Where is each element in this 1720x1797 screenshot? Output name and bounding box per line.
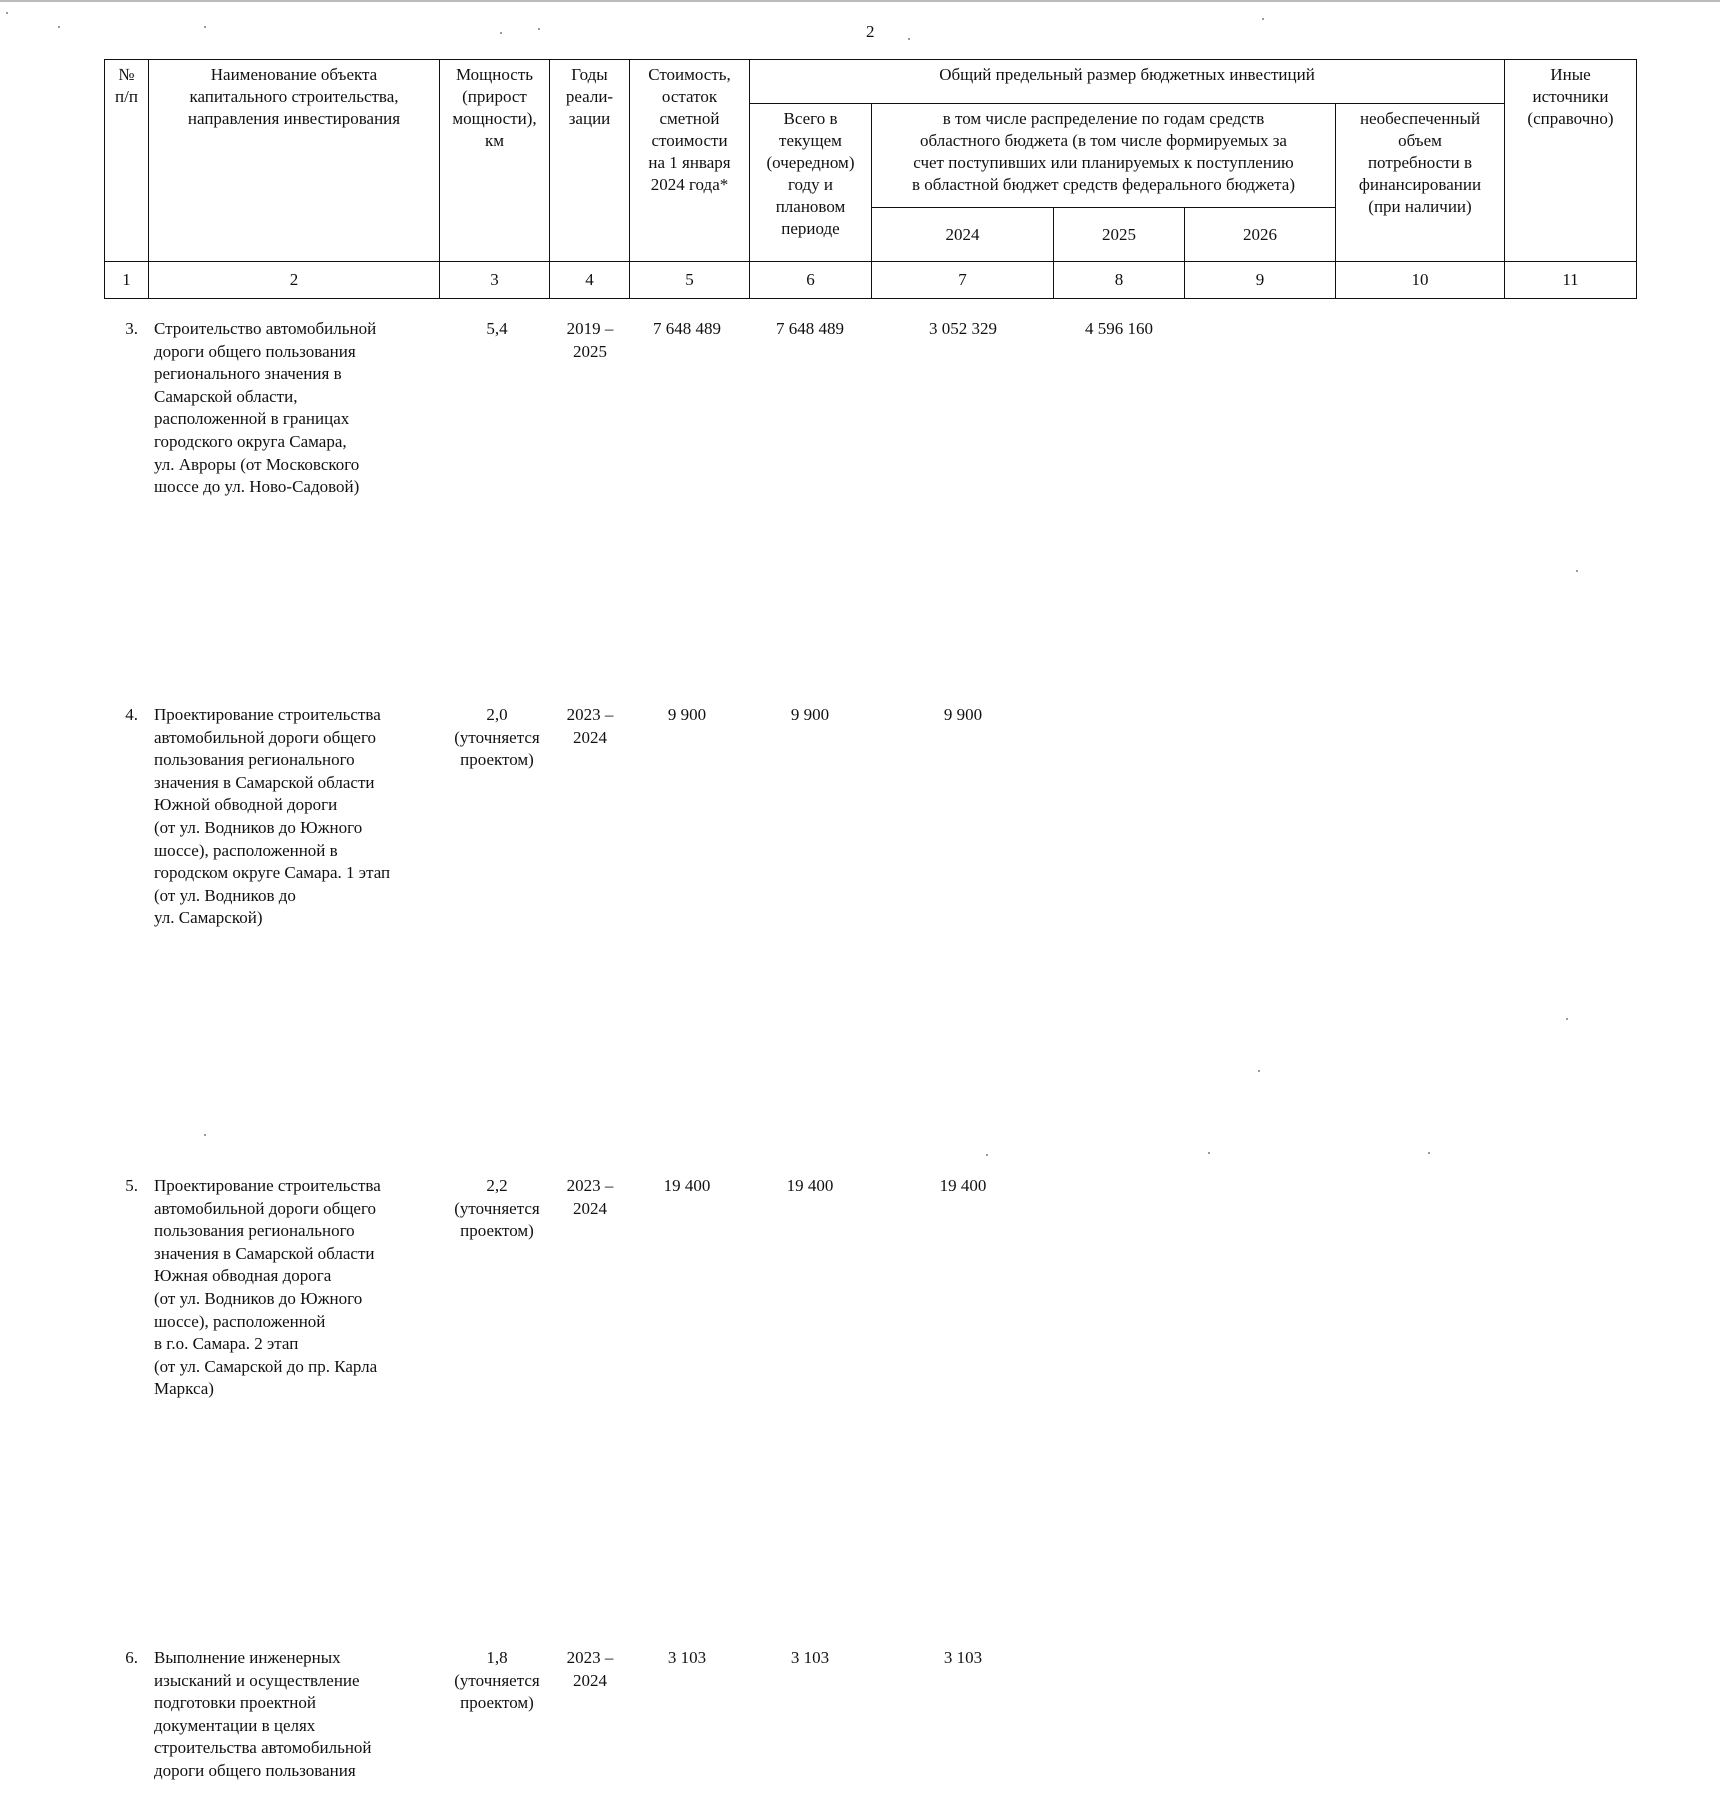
column-number: 8	[1054, 262, 1185, 299]
table-row	[104, 1175, 1636, 1405]
column-number: 11	[1505, 262, 1637, 299]
row-years: 2023 – 2024	[566, 1648, 614, 1690]
header-col-capacity: Мощность (прирост мощности), км	[440, 60, 550, 262]
row-number: 4.	[125, 705, 138, 724]
investment-table-header	[104, 59, 1637, 299]
header-col-number: № п/п	[105, 60, 149, 262]
header-year-2026: 2026	[1185, 208, 1336, 262]
row-number: 5.	[125, 1176, 138, 1195]
column-number: 5	[630, 262, 750, 299]
row-years: 2019 – 2025	[566, 319, 614, 361]
row-total: 3 103	[790, 1648, 830, 1667]
table-row	[104, 704, 1636, 934]
row-total: 19 400	[786, 1176, 834, 1195]
table-body	[104, 306, 1636, 1780]
header-year-2025: 2025	[1054, 208, 1185, 262]
scan-speck	[1208, 1152, 1210, 1154]
header-col-other-sources: Иные источники (справочно)	[1505, 60, 1637, 262]
row-object-name: Проектирование строительства автомобильной дороги общего пользования регионального значения в Самарской области Южная обводная дорога (от ул. Водников до Южного шоссе), расположенной в г.о. Самара. 2 этап (от ул. Самарской до пр. Карла Маркса)	[154, 1176, 381, 1399]
row-total: 9 900	[790, 705, 830, 724]
row-object-name: Выполнение инженерных изысканий и осуществление подготовки проектной документации в целях строительства автомобильной дороги общего пользования	[154, 1648, 372, 1780]
row-total: 7 648 489	[776, 319, 844, 338]
row-capacity: 1,8 (уточняется проектом)	[454, 1648, 540, 1713]
row-number: 3.	[125, 319, 138, 338]
row-object-name: Строительство автомобильной дороги общего пользования регионального значения в Самарской области, расположенной в границах городского округа Самара, ул. Авроры (от Московского шоссе до ул. Ново-Садовой)	[154, 319, 377, 497]
scan-speck	[204, 26, 206, 28]
row-value-2025: 4 596 160	[1085, 319, 1153, 338]
table-row	[104, 1647, 1636, 1797]
table-row	[104, 318, 1636, 508]
row-cost: 3 103	[667, 1648, 707, 1667]
scan-speck	[908, 38, 910, 40]
header-col-total-group: Общий предельный размер бюджетных инвестиций	[750, 60, 1505, 104]
scan-speck	[204, 1134, 206, 1136]
page-number: 2	[866, 22, 875, 41]
row-cost: 7 648 489	[653, 319, 721, 338]
row-number: 6.	[125, 1648, 138, 1667]
scan-speck	[58, 26, 60, 28]
scan-speck	[1428, 1152, 1430, 1154]
row-capacity: 5,4	[486, 319, 508, 338]
row-value-2024: 3 103	[943, 1648, 983, 1667]
column-number: 6	[750, 262, 872, 299]
row-object-name: Проектирование строительства автомобильной дороги общего пользования регионального значения в Самарской области Южной обводной дороги (от ул. Водников до Южного шоссе), расположенной в городском округе Самара. 1 этап (от ул. Водников до ул. Самарской)	[154, 705, 391, 928]
row-capacity: 2,0 (уточняется проектом)	[454, 705, 540, 770]
row-cost: 9 900	[667, 705, 707, 724]
scan-speck	[1262, 18, 1264, 20]
header-col-distribution: в том числе распределение по годам средств областного бюджета (в том числе формируемых за счет поступивших или планируемых к поступлению в областной бюджет средств федерального бюджета)	[872, 104, 1336, 208]
row-value-2024: 3 052 329	[929, 319, 997, 338]
column-number: 1	[105, 262, 149, 299]
scan-top-edge	[0, 0, 1720, 2]
scan-speck	[538, 28, 540, 30]
row-value-2024: 19 400	[939, 1176, 987, 1195]
column-number: 10	[1336, 262, 1505, 299]
row-value-2024: 9 900	[943, 705, 983, 724]
column-number: 4	[550, 262, 630, 299]
column-number: 9	[1185, 262, 1336, 299]
scan-speck	[500, 32, 502, 34]
row-years: 2023 – 2024	[566, 1176, 614, 1218]
header-col-name: Наименование объекта капитального строительства, направления инвестирования	[149, 60, 440, 262]
scan-speck	[6, 12, 8, 14]
header-col-cost: Стоимость, остаток сметной стоимости на 1 января 2024 года*	[630, 60, 750, 262]
header-year-2024: 2024	[872, 208, 1054, 262]
column-number: 3	[440, 262, 550, 299]
row-capacity: 2,2 (уточняется проектом)	[454, 1176, 540, 1241]
column-number: 2	[149, 262, 440, 299]
row-cost: 19 400	[663, 1176, 711, 1195]
scan-speck	[986, 1154, 988, 1156]
header-col-years: Годы реали- зации	[550, 60, 630, 262]
row-years: 2023 – 2024	[566, 705, 614, 747]
header-col-unfunded: необеспеченный объем потребности в финансировании (при наличии)	[1336, 104, 1505, 262]
header-col-total-current: Всего в текущем (очередном) году и плановом периоде	[750, 104, 872, 262]
column-number: 7	[872, 262, 1054, 299]
